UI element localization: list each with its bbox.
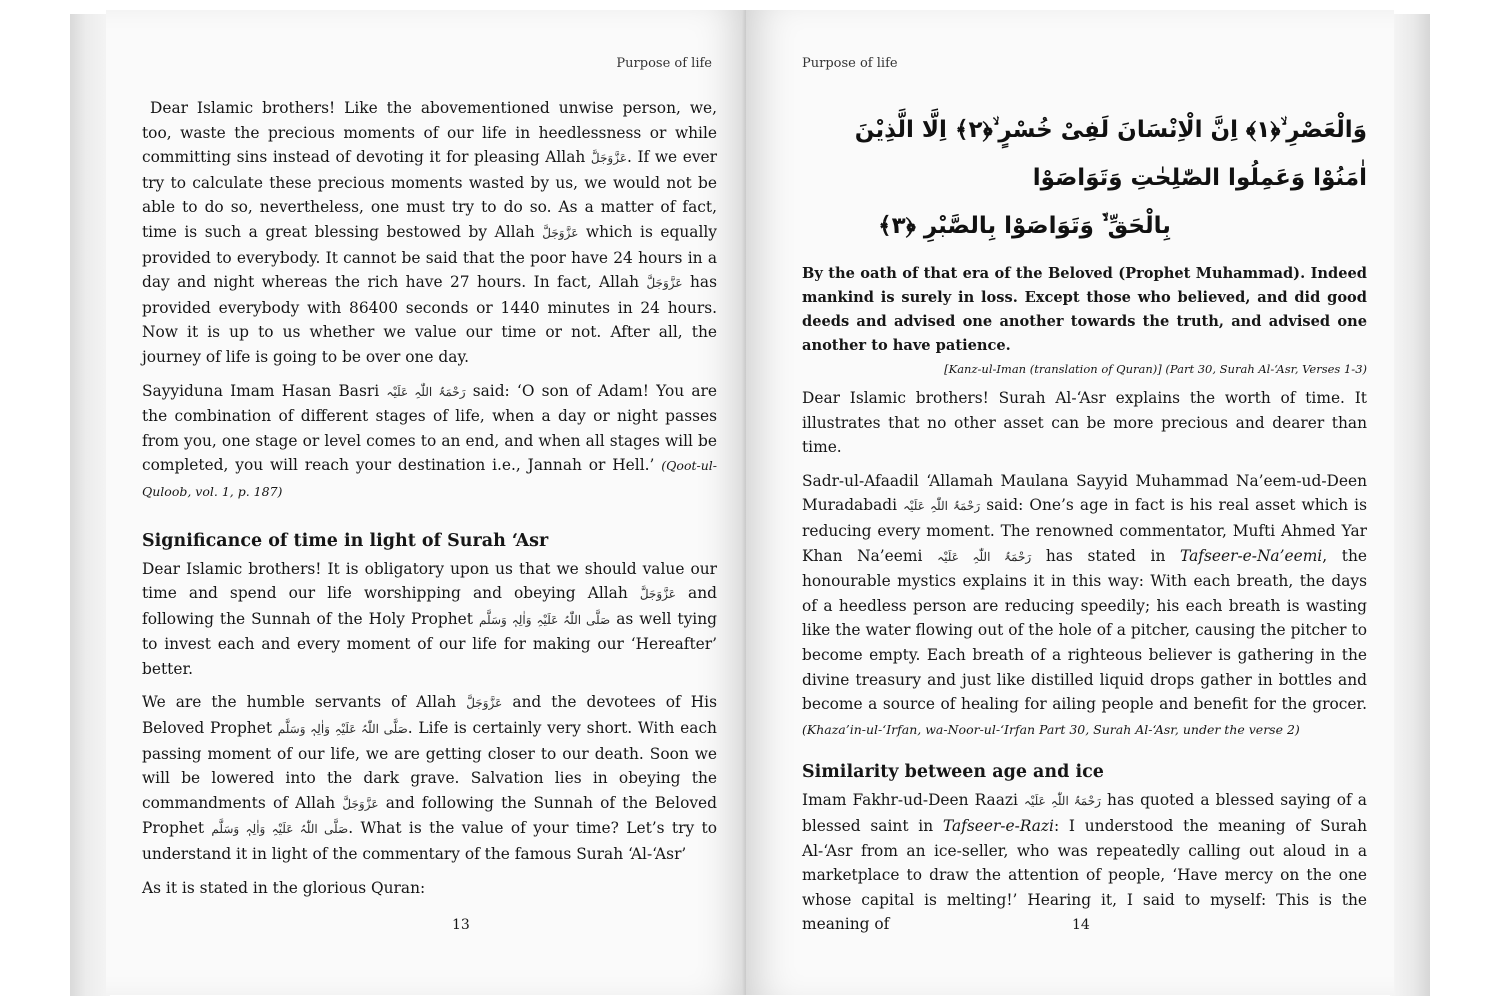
open-book [70,0,1430,1000]
text-run: Dear Islamic brothers! Like the abovementioned unwise person, we, too, waste the precious moments of our life in heedlessness or while committing sins instead of devoting it for pleasing Allah [142,99,717,167]
reference: (Khaza’in-ul-‘Irfan, wa-Noor-ul-‘Irfan Part 30, Surah Al-‘Asr, under the verse 2) [802,721,1300,737]
text-run: We are the humble servants of Allah [142,693,457,712]
page-stack-left-edge [70,14,110,996]
page-number: 14 [1072,917,1090,933]
left-page-content [142,96,717,909]
page-stack-right-edge [1390,14,1430,996]
right-page-content [802,106,1367,946]
book-title: Tafseer-e-Razi [942,816,1054,835]
text-run: Sayyiduna Imam Hasan Basri [142,381,380,400]
text-run: said: One’s age in fact is his real asset which is reducing every moment. The renowned commentator, Mufti Ahmed Yar Khan Na’eemi [802,496,1367,565]
text-run: and the devotees of His Beloved Prophet [142,693,717,738]
paragraph [142,379,717,505]
right-page [746,10,1394,995]
honorific-rahmatullah: رَحْمَۃُ اللّٰہِ عَلَیْہ [386,384,466,399]
running-head: Purpose of life [616,56,712,71]
honorific-allah: عَزَّوَجَلَّ [590,151,627,166]
honorific-prophet: صَلَّی اللّٰہُ عَلَیْہِ وَاٰلِہٖ وَسَلَّم [277,722,408,737]
text-run: : I understood the meaning of Surah Al-‘Asr from an ice-seller, who was repeatedly calling out aloud in a marketplace to draw the attention of people, ‘Have mercy on the one whose capital is melting!’ Hearing it, I said to myself: This is the meaning of [802,816,1367,934]
text-run: , the honourable mystics explains it in this way: With each breath, the days of a heedless person are reducing speedily; his each breath is wasting like the water flowing out of the hole of a pitcher, causing the pitcher to become empty. Each breath of a righteous believer is gathering in the divine treasury and just like distilled liquid drops gather in bottles and become a source of healing for ailing people and benefit for the grocer. [802,546,1367,714]
paragraph [802,788,1367,937]
paragraph: As it is stated in the glorious Quran: [142,878,426,897]
text-run: said: ‘O son of Adam! You are the combination of different stages of life, when a day or night passes from you, one stage or level comes to an end, and when all stages will be completed, you will reach your destination i.e., Jannah or Hell.’ [142,381,717,475]
text-run: . What is the value of your time? Let’s try to understand it in light of the commentary of the famous Surah ‘Al-‘Asr’ [142,819,717,864]
section-heading: Significance of time in light of Surah ‘Asr [142,530,549,551]
section-heading: Similarity between age and ice [802,762,1104,783]
honorific-prophet: صَلَّی اللّٰہُ عَلَیْہِ وَاٰلِہٖ وَسَلَّم [478,612,611,627]
text-run: . If we ever try to calculate these precious moments wasted by us, we would not be able to do so, nevertheless, one must try to do so. As a matter of fact, time is such a great blessing bestowed by Allah [142,148,717,241]
book-title: Tafseer-e-Na’eemi [1180,546,1323,565]
page-number: 13 [452,917,470,933]
honorific-rahmatullah: رَحْمَۃُ اللّٰہِ عَلَیْہ [937,549,1032,564]
running-head: Purpose of life [802,56,898,71]
text-run: and following the Sunnah of the Holy Prophet [142,584,717,628]
text-run: has quoted a blessed saying of a blessed saint in [802,791,1367,835]
honorific-allah: عَزَّوَجَلَّ [639,587,676,602]
quran-verse-line-1: وَالْعَصْرِ ۙ﴿۱﴾ اِنَّ الْاِنْسَانَ لَفِیْ خُسْرٍ ۙ﴿۲﴾ اِلَّا الَّذِیْنَ اٰمَنُوْا وَعَمِلُوا الصّٰلِحٰتِ وَتَوَاصَوْا [854,117,1367,191]
text-run: as well tying to invest each and every moment of our life for making our ‘Hereafter’ better. [142,609,717,678]
quran-verse-line-2: بِالْحَقِّ ۙ۬ وَتَوَاصَوْا بِالصَّبْرِ ﴿۳﴾ [878,213,1171,239]
paragraph [142,96,717,370]
text-run: . Life is certainly very short. With each passing moment of our life, we are getting closer to our death. Soon we will be lowered into the dark grave. Salvation lies in obeying the commandments of Allah [142,719,717,812]
text-run: Dear Islamic brothers! It is obligatory upon us that we should value our time and spend our life worshipping and obeying Allah [142,559,717,603]
honorific-allah: عَزَّوَجَلَّ [646,276,683,291]
honorific-allah: عَزَّوَجَلَّ [542,225,579,240]
honorific-prophet: صَلَّی اللّٰہُ عَلَیْہِ وَاٰلِہٖ وَسَلَّم [211,822,349,837]
text-run: has provided everybody with 86400 seconds or 1440 minutes in 24 hours. Now it is up to us whether we value our time or not. After all, the journey of life is going to be over one day. [142,273,717,366]
text-run: and following the Sunnah of the Beloved Prophet [142,793,717,838]
honorific-allah: عَزَّوَجَلَّ [466,696,503,711]
text-run: Sadr-ul-Afaadil ‘Allamah Maulana Sayyid Muhammad Na’eem-ud-Deen Muradabadi [802,471,1367,515]
verse-citation: [Kanz-ul-Iman (translation of Quran)] (Part 30, Surah Al-‘Asr, Verses 1-3) [944,362,1367,376]
paragraph [802,469,1367,743]
left-page [106,10,746,995]
paragraph [142,557,717,682]
paragraph [142,690,717,866]
reference: (Qoot-ul-Quloob, vol. 1, p. 187) [142,458,717,499]
text-run: which is equally provided to everybody. It cannot be said that the poor have 24 hours in a day and night whereas the rich have 27 hours. In fact, Allah [142,222,717,292]
text-run: Imam Fakhr-ud-Deen Raazi [802,791,1018,810]
verse-translation: By the oath of that era of the Beloved (Prophet Muhammad). Indeed mankind is surely in loss. Except those who believed, and did good deeds and advised one another towards the truth, and advised one another to have patience. [802,265,1367,354]
paragraph: Dear Islamic brothers! Surah Al-‘Asr explains the worth of time. It illustrates that no other asset can be more precious and dearer than time. [802,389,1367,457]
text-run: has stated in [1045,546,1166,565]
honorific-rahmatullah: رَحْمَۃُ اللّٰہِ عَلَیْہ [903,499,981,514]
honorific-allah: عَزَّوَجَلَّ [342,796,379,811]
honorific-rahmatullah: رَحْمَۃُ اللّٰہِ عَلَیْہ [1024,794,1101,809]
